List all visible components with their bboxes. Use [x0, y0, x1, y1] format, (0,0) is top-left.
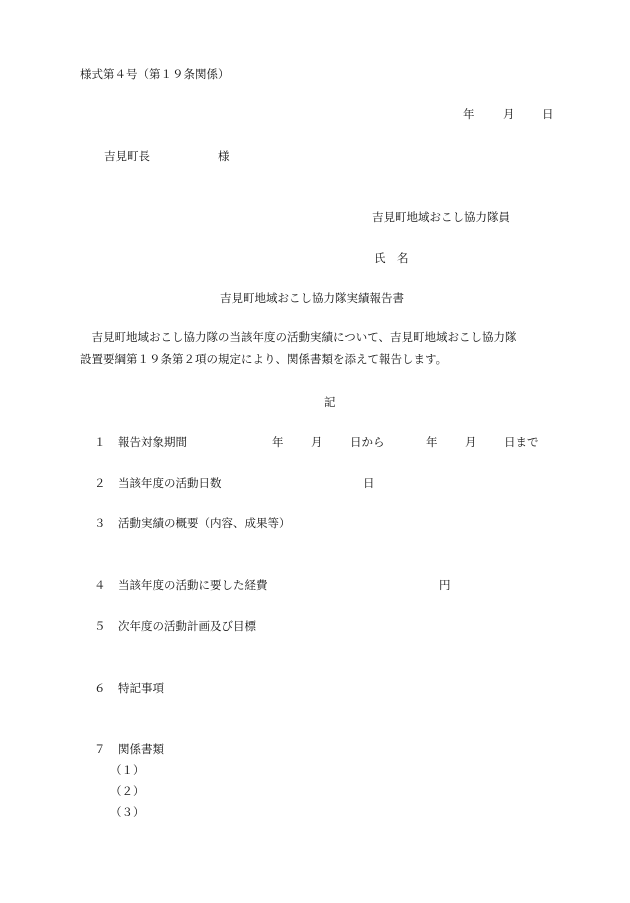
ki-heading: 記	[324, 395, 336, 409]
item7-sub-3: （３）	[110, 805, 145, 819]
item1-year2: 年	[426, 435, 438, 449]
body-line-2: 設置要綱第１９条第２項の規定により、関係書類を添えて報告します。	[80, 352, 448, 366]
item1-month1: 月	[311, 435, 323, 449]
item1-month2: 月	[465, 435, 477, 449]
addressee-honorific: 様	[218, 149, 230, 163]
item7-sub-2: （２）	[110, 784, 145, 798]
date-day: 日	[542, 107, 554, 121]
item5-number: ５	[94, 619, 106, 633]
addressee-name: 吉見町長	[104, 149, 150, 163]
item6-number: ６	[94, 681, 106, 695]
item1-label: 報告対象期間	[118, 435, 187, 449]
sender-role: 吉見町地域おこし協力隊員	[372, 210, 510, 224]
item5-label: 次年度の活動計画及び目標	[118, 619, 256, 633]
item1-from: 日から	[350, 435, 385, 449]
form-number: 様式第４号（第１９条関係）	[80, 67, 230, 81]
item7-sub-1: （１）	[110, 763, 145, 777]
item3-label: 活動実績の概要（内容、成果等）	[118, 516, 291, 530]
body-paragraph	[80, 326, 580, 370]
date-month: 月	[503, 107, 515, 121]
date-year: 年	[463, 107, 475, 121]
sender-name-label: 氏 名	[374, 251, 409, 265]
item1-until: 日まで	[504, 435, 539, 449]
body-line-1: 吉見町地域おこし協力隊の当該年度の活動実績について、吉見町地域おこし協力隊	[80, 330, 517, 344]
item6-label: 特記事項	[118, 681, 164, 695]
item4-label: 当該年度の活動に要した経費	[118, 578, 268, 592]
item7-label: 関係書類	[118, 742, 164, 756]
item4-number: ４	[94, 578, 106, 592]
document-title: 吉見町地域おこし協力隊実績報告書	[220, 291, 404, 305]
item7-number: ７	[94, 742, 106, 756]
item3-number: ３	[94, 516, 106, 530]
item1-year1: 年	[272, 435, 284, 449]
item2-unit: 日	[363, 476, 375, 490]
item2-number: ２	[94, 476, 106, 490]
item4-unit: 円	[439, 578, 451, 592]
item2-label: 当該年度の活動日数	[118, 476, 222, 490]
item1-number: １	[94, 435, 106, 449]
